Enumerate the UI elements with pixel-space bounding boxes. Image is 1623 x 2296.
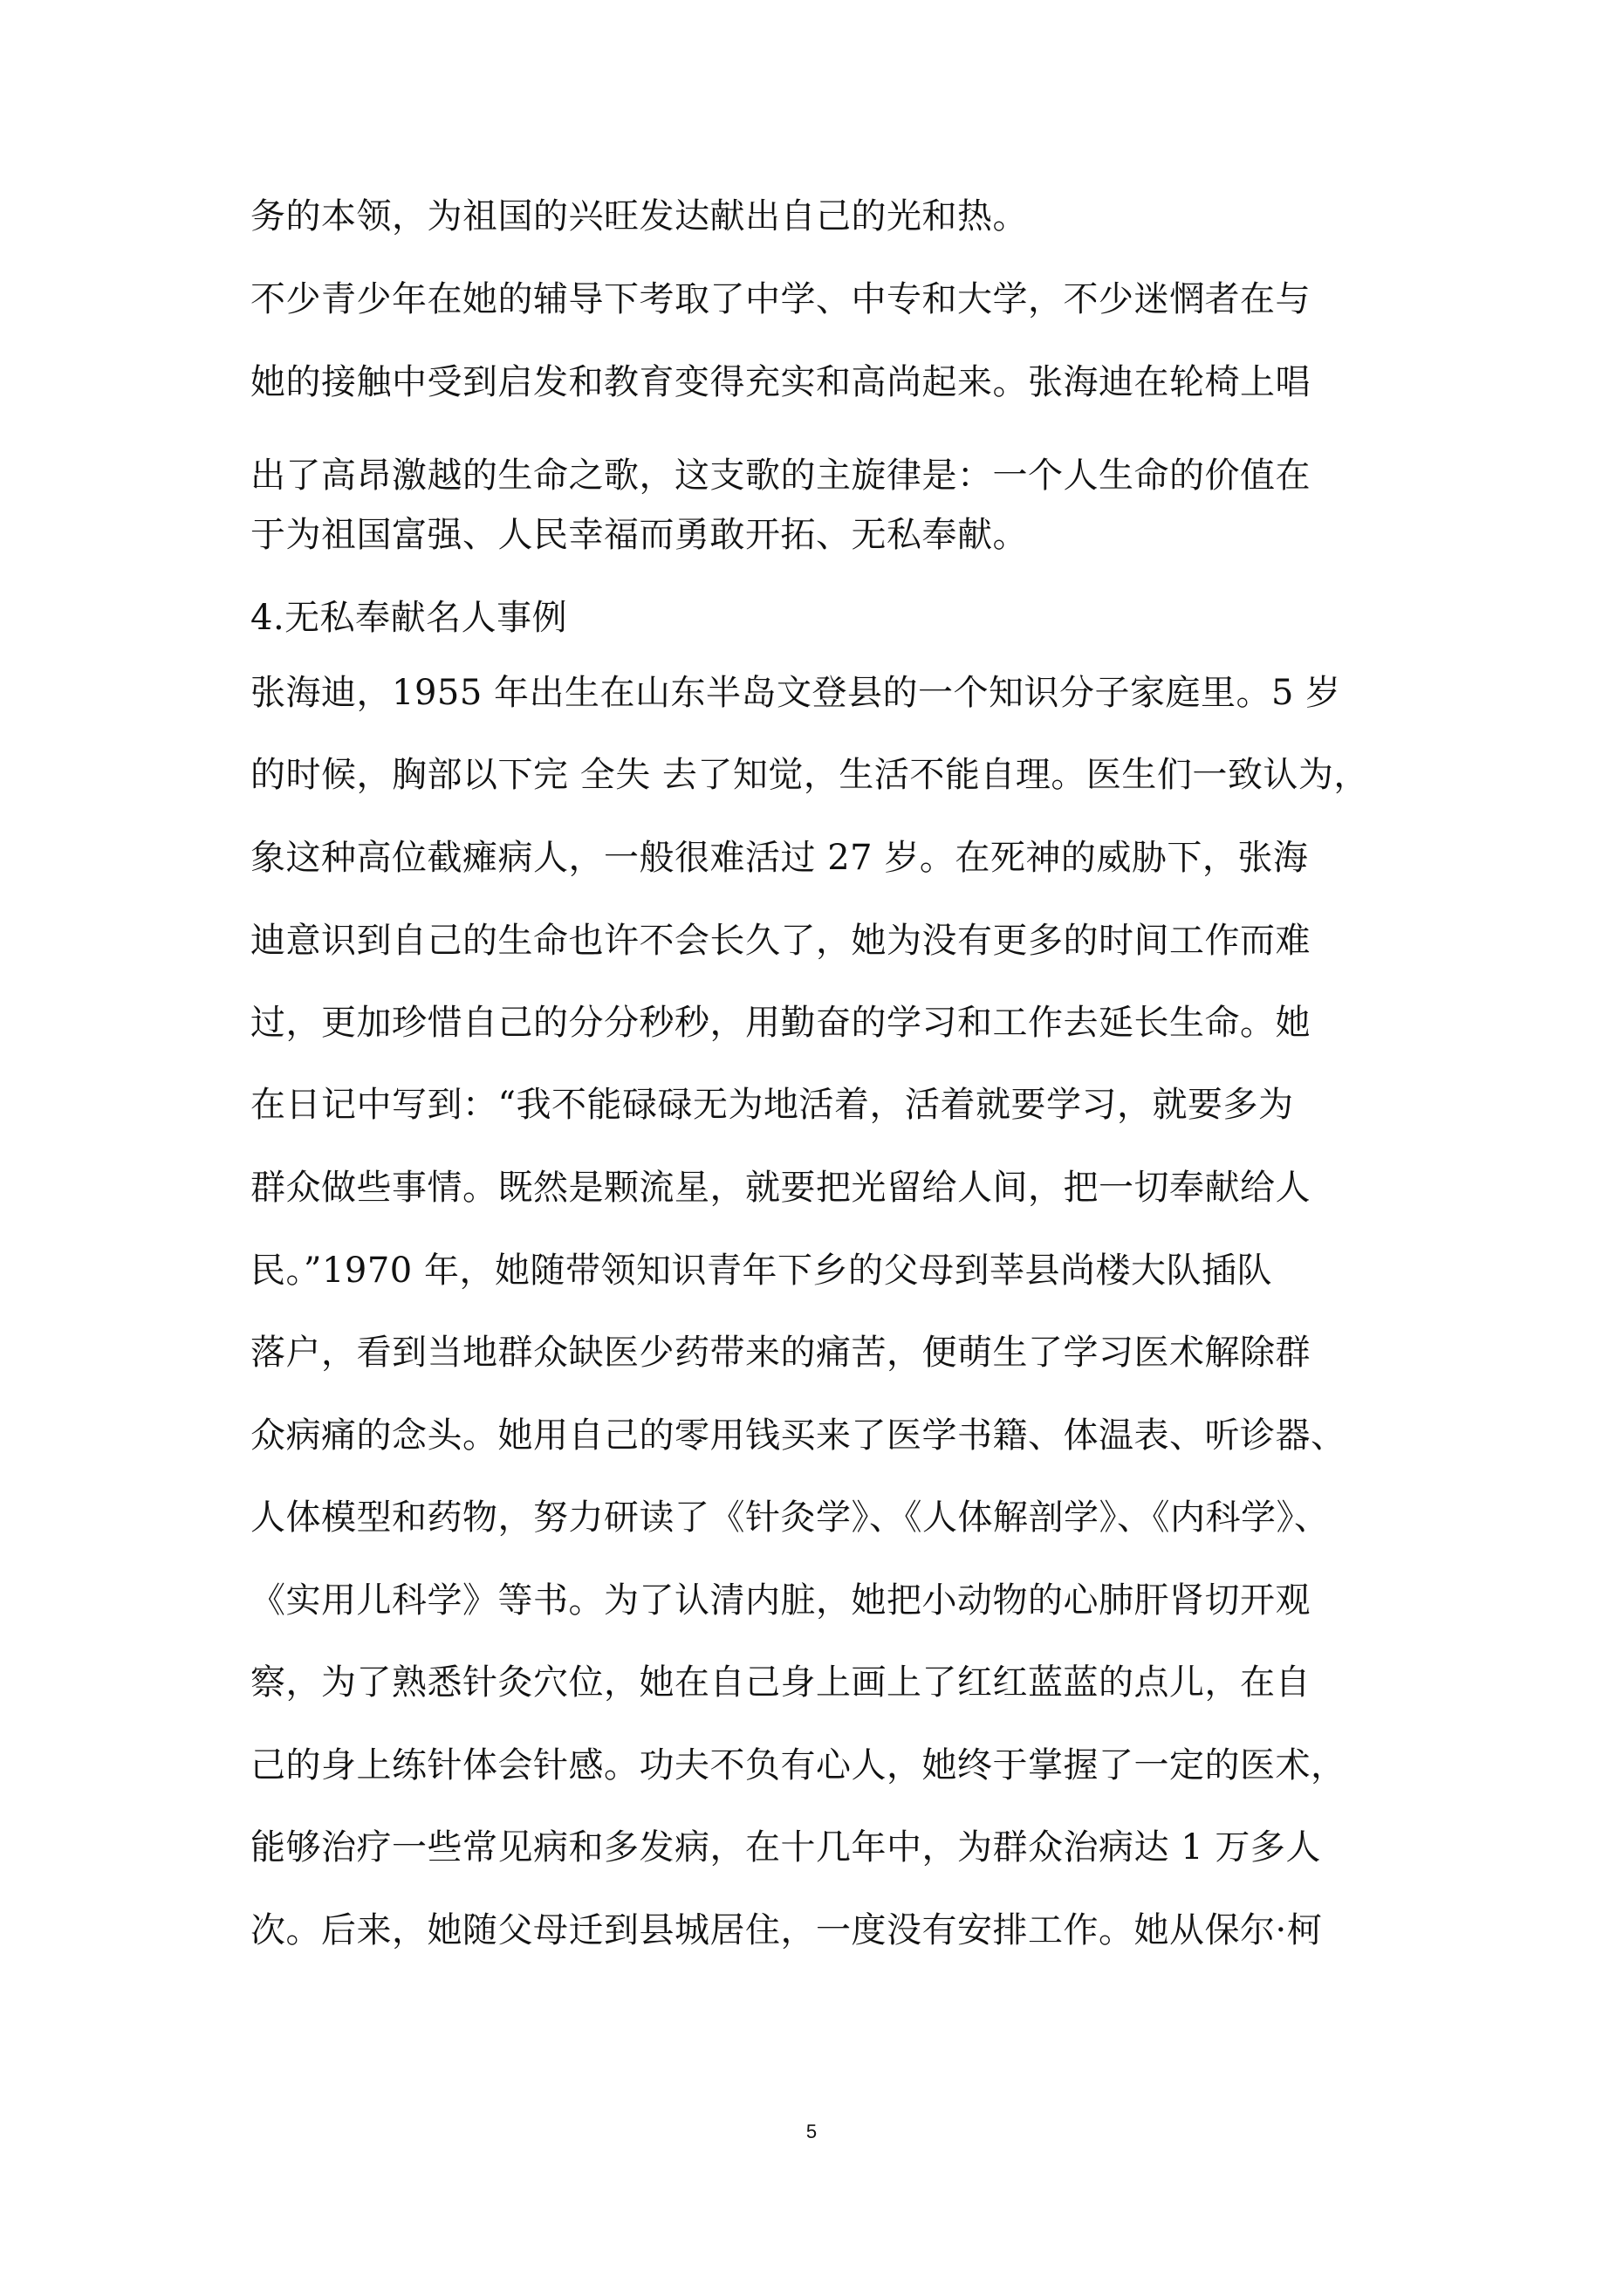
paragraph-line: 迪意识到自己的生命也许不会长久了，她为没有更多的时间工作而难 (250, 921, 1311, 961)
paragraph-line: 民。”1970 年，她随带领知识青年下乡的父母到莘县尚楼大队插队 (250, 1251, 1272, 1291)
paragraph-line: 于为祖国富强、人民幸福而勇敢开拓、无私奉献。 (250, 515, 1028, 555)
paragraph-line: 《实用儿科学》等书。为了认清内脏，她把小动物的心肺肝肾切开观 (250, 1580, 1311, 1621)
paragraph-line: 出了高昂激越的生命之歌，这支歌的主旋律是：一个人生命的价值在 (250, 456, 1311, 496)
paragraph-line: 不少青少年在她的辅导下考取了中学、中专和大学，不少迷惘者在与 (250, 279, 1311, 319)
paragraph-line: 在日记中写到：“我不能碌碌无为地活着，活着就要学习，就要多为 (250, 1085, 1294, 1125)
paragraph-line: 能够治疗一些常见病和多发病，在十几年中，为群众治病达 1 万多人 (250, 1827, 1321, 1868)
paragraph-line: 张海迪，1955 年出生在山东半岛文登县的一个知识分子家庭里。5 岁 (250, 673, 1341, 713)
paragraph-line: 众病痛的念头。她用自己的零用钱买来了医学书籍、体温表、听诊器、 (250, 1415, 1346, 1456)
paragraph-line: 过，更加珍惜自己的分分秒秒，用勤奋的学习和工作去延长生命。她 (250, 1003, 1311, 1043)
paragraph-line: 落户，看到当地群众缺医少药带来的痛苦，便萌生了学习医术解除群 (250, 1333, 1311, 1373)
paragraph-line: 人体模型和药物，努力研读了《针灸学》、《人体解剖学》、《内科学》、 (250, 1498, 1330, 1538)
paragraph-line: 务的本领，为祖国的兴旺发达献出自己的光和热。 (250, 196, 1028, 236)
page-number: 5 (805, 2121, 818, 2142)
section-heading: 4.无私奉献名人事例 (250, 598, 568, 638)
paragraph-line: 次。后来，她随父母迁到县城居住，一度没有安排工作。她从保尔·柯 (250, 1910, 1323, 1950)
paragraph-line: 群众做些事情。既然是颗流星，就要把光留给人间，把一切奉献给人 (250, 1168, 1311, 1208)
paragraph-line: 的时候，胸部以下完 全失 去了知觉，生活不能自理。医生们一致认为， (250, 755, 1369, 795)
paragraph-line: 她的接触中受到启发和教育变得充实和高尚起来。张海迪在轮椅上唱 (250, 362, 1311, 402)
paragraph-line: 象这种高位截瘫病人，一般很难活过 27 岁。在死神的威胁下，张海 (250, 838, 1309, 878)
paragraph-line: 己的身上练针体会针感。功夫不负有心人，她终于掌握了一定的医术， (250, 1745, 1346, 1785)
paragraph-line: 察，为了熟悉针灸穴位，她在自己身上画上了红红蓝蓝的点儿，在自 (250, 1662, 1311, 1703)
